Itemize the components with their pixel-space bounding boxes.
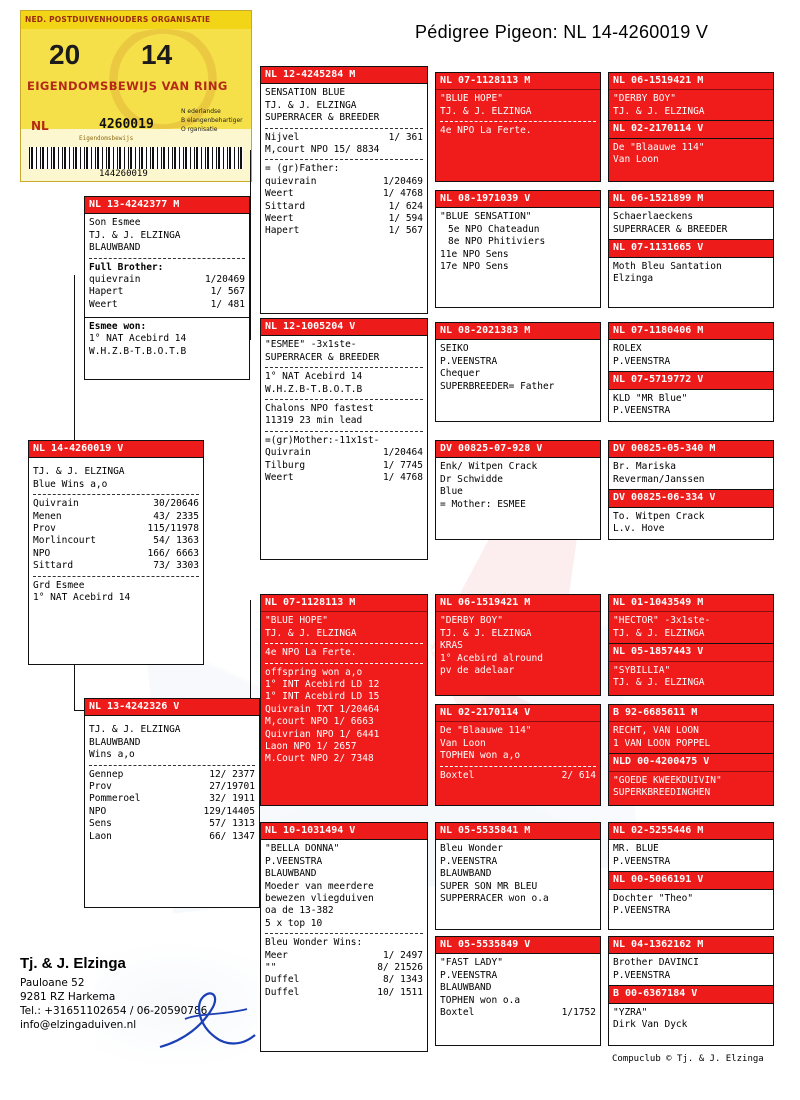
card-line: W.H.Z.B-T.B.O.T.B [265,383,363,395]
card-davinci [608,936,774,1046]
card-ring-number: DV 00825-05-340 M [609,441,773,458]
result-race: quievrain [265,175,317,187]
card-seiko [435,322,601,422]
barcode-number: 144260019 [99,169,148,179]
result-race: "" [265,962,277,974]
owner-address: Pauloane 52 [20,977,85,989]
card-ring-number: NL 02-2170114 V [609,120,773,138]
card-fast-lady [435,936,601,1046]
card-line: Enk/ Witpen Crack [440,461,538,473]
card-line: SUPERRACER & BREEDER [613,223,728,235]
card-section-title: Esmee won: [89,321,147,332]
card-line: Van Loon [440,737,486,749]
result-race: Weert [265,213,294,225]
certificate-year-left: 20 [49,39,81,70]
certificate-top-band [21,11,251,30]
result-value: 166/ 6663 [147,547,199,559]
result-race: Gennep [89,768,124,780]
card-ring-number: DV 00825-07-928 V [436,441,600,458]
owner-block [20,955,280,1032]
result-value: 1/ 4768 [382,188,423,200]
card-line: bewezen vliegduiven [265,893,374,905]
offspring-result: Quivrian NPO 1/ 6441 [265,728,380,740]
certificate-ring-number: 4260019 [99,117,154,132]
card-line: De "Blaauwe 114" [440,725,532,737]
card-line: TOPHEN won a,o [440,750,521,762]
card-line: 1° Acebird alround [440,652,543,664]
card-line: "ESMEE" -3x1ste- [265,339,357,351]
card-line: 1° NAT Acebird 14 [33,592,131,604]
card-ring-number: NL 07-5719772 V [609,371,773,389]
card-ring-number: NL 07-1128113 M [436,73,600,90]
card-son-esmee [84,196,250,318]
card-line: P.VEENSTRA [440,969,498,981]
card-line: "BLUE HOPE" [440,93,503,105]
card-bella-donna [260,822,428,1052]
card-line: Reverman/Janssen [613,473,705,485]
result-value: 1/20469 [382,175,423,187]
card-line: P.VEENSTRA [613,905,671,917]
card-line: "SYBILLIA" [613,664,671,676]
result-value: 73/ 3303 [153,560,199,572]
card-ring-number: NL 05-5535849 V [436,937,600,954]
result-value: 32/ 1911 [209,793,255,805]
card-line: KRAS [440,640,463,652]
card-line: 1 VAN LOON POPPEL [613,737,711,749]
card-subject-pigeon [28,440,204,665]
card-line: BLAUWBAND [265,868,317,880]
result-race: Hapert [265,225,300,237]
card-line: TJ. & J. ELZINGA [440,105,532,117]
result-value: 54/ 1363 [153,535,199,547]
result-value: 8/ 21526 [377,962,423,974]
card-section-title: =(gr)Mother:-11x1st- [265,434,380,446]
card-line: W.H.Z.B-T.B.O.T.B [89,345,187,357]
card-line: SUPERBREEDER= Father [440,380,555,392]
footer-credit: Compuclub © Tj. & J. Elzinga [612,1054,764,1064]
result-value: 1/ 624 [388,200,423,212]
card-line: Br. Mariska [613,461,676,473]
card-line: 5 x top 10 [265,917,323,929]
card-blue-hope-top [435,72,601,182]
card-line: BLAUWBAND [440,868,492,880]
result-race: Duffel [265,974,300,986]
card-line: TJ. & J. ELZINGA [613,677,705,689]
card-ring-number: NL 13-4242377 M [85,197,249,214]
result-value: 129/14405 [203,805,255,817]
card-ring-number: NL 00-5066191 V [609,871,773,889]
card-line: SUPERKBREEDINGHEN [613,787,711,799]
card-line: "FAST LADY" [440,957,503,969]
card-ring-number: DV 00825-06-334 V [609,489,773,507]
card-line: L.v. Hove [613,523,665,535]
result-race: M,court NPO 15/ 8834 [265,144,380,156]
card-blue-sensation [435,190,601,308]
card-line: 11e NPO Sens [440,248,509,260]
result-race: quievrain [89,274,141,286]
result-value: 43/ 2335 [153,510,199,522]
card-section-title: = (gr)Father: [265,163,340,175]
card-line: 17e NPO Sens [440,261,509,273]
owner-email[interactable]: info@elzingaduiven.nl [20,1019,137,1031]
result-value: 8/ 1343 [382,974,423,986]
card-line: P.VEENSTRA [613,969,671,981]
result-value: 2/ 614 [561,769,596,781]
card-line: TJ. & J. ELZINGA [265,627,357,639]
card-ring-number: NL 07-1180406 M [609,323,773,340]
card-line: Schaerlaeckens [613,211,694,223]
card-line: TJ. & J. ELZINGA [89,724,181,736]
card-line: Wins a,o [89,749,135,761]
card-line: Blue [440,486,463,498]
certificate-org-name: NED. POSTDUIVENHOUDERS ORGANISATIE [25,15,211,24]
card-line: SUPERRACER & BREEDER [265,112,380,124]
result-value: 1/ 2497 [382,949,423,961]
card-line: BLAUWBAND [89,242,141,254]
card-line: oa de 13-382 [265,905,334,917]
card-line: Dochter "Theo" [613,892,694,904]
card-derby-boy-mid [435,594,601,696]
card-line: Son Esmee [89,217,141,229]
owner-city: 9281 RZ Harkema [20,991,116,1003]
result-race: Morlincourt [33,535,96,547]
card-line: "DERBY BOY" [440,615,503,627]
card-line: Moeder van meerdere [265,880,374,892]
card-line: Van Loon [613,154,659,166]
card-ring-number: NL 10-1031494 V [261,823,427,840]
card-line: Dirk Van Dyck [613,1019,688,1031]
card-hector [608,594,774,696]
owner-tel: Tel.: +31651102654 / 06-20590786 [20,1005,208,1017]
card-line: P.VEENSTRA [440,355,498,367]
card-line: Chequer [440,368,481,380]
card-blue-hope-mid [260,594,428,806]
card-line: BLAUWBAND [440,982,492,994]
card-line: SUPERRACER & BREEDER [265,351,380,363]
card-section-title: Full Brother: [89,261,164,273]
offspring-result: Quivrain TXT 1/20464 [265,703,380,715]
result-race: Laon [89,830,112,842]
card-line: SENSATION BLUE [265,87,346,99]
card-mr-blue [608,822,774,930]
ring-certificate [20,10,252,182]
result-race: Sittard [33,560,74,572]
card-ring-number: NL 01-1043549 M [609,595,773,612]
card-line: BLAUWBAND [89,736,141,748]
result-race: Prov [89,781,112,793]
card-mariska [608,440,774,540]
card-line: 1° NAT Acebird 14 [265,371,363,383]
card-line: MR. BLUE [613,843,659,855]
result-value: 30/20646 [153,498,199,510]
nbo-line-2: B elangenbehartiger [181,117,243,124]
result-race: Weert [89,298,118,310]
card-line: 4e NPO La Ferte. [265,647,357,659]
result-race: Duffel [265,986,300,998]
card-line: TOPHEN won o.a [440,994,521,1006]
result-value: 27/19701 [209,781,255,793]
result-race: NPO [33,547,51,559]
card-line: "HECTOR" -3x1ste- [613,615,711,627]
card-ring-number: NL 06-1519421 M [609,73,773,90]
offspring-result: M.Court NPO 2/ 7348 [265,753,374,765]
card-line: Grd Esmee [33,579,85,591]
offspring-result: 1° INT Acebird LD 15 [265,691,380,703]
result-value: 12/ 2377 [209,768,255,780]
card-esmee-wins [84,318,250,380]
offspring-result: Laon NPO 1/ 2657 [265,741,357,753]
card-line: P.VEENSTRA [265,855,323,867]
card-ring-number: NL 12-4245284 M [261,67,427,84]
card-blaauwe-114-mid [435,704,601,806]
card-line: To. Witpen Crack [613,510,705,522]
result-value: 66/ 1347 [209,830,255,842]
card-line: Chalons NPO fastest [265,403,374,415]
card-line: TJ. & J. ELZINGA [613,105,705,117]
barcode [29,147,243,169]
card-section-title: offspring won a,o [265,666,363,678]
card-line: Blue Wins a,o [33,478,108,490]
card-sensation-blue [260,66,428,314]
result-value: 115/11978 [147,523,199,535]
result-value: 1/ 594 [388,213,423,225]
result-race: Weert [265,188,294,200]
result-value: 1/ 567 [210,286,245,298]
card-ring-number: NL 14-4260019 V [29,441,203,458]
result-race: Nijvel [265,131,300,143]
connector-line [250,150,251,340]
card-schaerlaeckens [608,190,774,308]
result-value: 1/ 481 [210,298,245,310]
card-ring-number: NL 13-4242326 V [85,699,259,716]
result-value: 10/ 1511 [377,986,423,998]
card-dam-13-4242326 [84,698,260,908]
card-line: SUPPERRACER won o.a [440,893,549,905]
result-value: 1/20464 [382,447,423,459]
card-line: 4e NPO La Ferte. [440,125,532,137]
result-race: Hapert [89,286,124,298]
card-bleu-wonder [435,822,601,930]
result-race: NPO [89,805,107,817]
offspring-result: 1° INT Acebird LD 12 [265,679,380,691]
result-race: Quivrain [265,447,311,459]
card-ring-number: NL 02-2170114 V [436,705,600,722]
result-race: Weert [265,472,294,484]
card-line: TJ. & J. ELZINGA [265,99,357,111]
card-dv-00825-07-928 [435,440,601,540]
result-value: 1/ 7745 [382,459,423,471]
result-race: Boxtel [440,769,475,781]
card-ring-number: NLD 00-4200475 V [609,753,773,771]
card-line: Moth Bleu Santation [613,260,722,272]
card-ring-number: NL 07-1131665 V [609,239,773,257]
card-line: "BLUE HOPE" [265,615,328,627]
result-race: Boxtel [440,1007,475,1019]
card-line: 5e NPO Chateadun [448,223,540,235]
card-ring-number: NL 04-1362162 M [609,937,773,954]
card-line: KLD "MR Blue" [613,392,688,404]
nbo-line-3: O rganisatie [181,126,218,133]
card-line: TJ. & J. ELZINGA [440,627,532,639]
result-value: 57/ 1313 [209,818,255,830]
card-line: "DERBY BOY" [613,93,676,105]
card-line: 1° NAT Acebird 14 [89,333,187,345]
card-line: P.VEENSTRA [613,855,671,867]
card-ring-number: NL 05-5535841 M [436,823,600,840]
card-esmee [260,318,428,560]
result-value: 1/1752 [561,1007,596,1019]
certificate-country-code: NL [31,119,49,133]
card-line: 8e NPO Phitiviers [448,236,546,248]
card-rolex [608,322,774,422]
card-ring-number: NL 05-1857443 V [609,643,773,661]
card-line: Elzinga [613,273,654,285]
card-ring-number: NL 08-2021383 M [436,323,600,340]
result-race: Tilburg [265,459,306,471]
result-value: 1/ 567 [388,225,423,237]
card-line: "YZRA" [613,1006,648,1018]
card-ring-number: NL 02-5255446 M [609,823,773,840]
result-value: 1/ 4768 [382,472,423,484]
card-section-title: Bleu Wonder Wins: [265,937,363,949]
card-line: "BLUE SENSATION" [440,211,532,223]
card-line: De "Blaauwe 114" [613,141,705,153]
card-line: "GOEDE KWEEKDUIVIN" [613,774,722,786]
card-line: TJ. & J. ELZINGA [89,229,181,241]
card-ring-number: NL 06-1519421 M [436,595,600,612]
result-race: Sittard [265,200,306,212]
result-race: Pommeroel [89,793,141,805]
result-race: Quivrain [33,498,79,510]
nbo-line-1: N ederlandse [181,108,221,115]
card-line: TJ. & J. ELZINGA [33,466,125,478]
card-line: "BELLA DONNA" [265,843,340,855]
card-line: ROLEX [613,343,642,355]
card-line: pv de adelaar [440,665,515,677]
card-derby-boy-top [608,72,774,182]
certificate-owner-band: EIGENDOMSBEWIJS VAN RING [27,79,228,93]
certificate-subtext: Eigendomsbewijs [79,135,134,142]
card-line: Brother DAVINCI [613,957,699,969]
card-ring-number: B 00-6367184 V [609,985,773,1003]
card-ring-number: NL 06-1521899 M [609,191,773,208]
result-value: 1/ 361 [388,131,423,143]
result-race: Menen [33,510,62,522]
result-race: Sens [89,818,112,830]
card-line: Dr Schwidde [440,473,503,485]
card-line: TJ. & J. ELZINGA [613,627,705,639]
card-line: SUPER SON MR BLEU [440,880,538,892]
card-recht-van-loon [608,704,774,806]
certificate-nbo-lines [181,107,243,134]
result-race: Prov [33,523,56,535]
card-line: P.VEENSTRA [440,855,498,867]
page-title: Pédigree Pigeon: NL 14-4260019 V [415,22,709,42]
owner-name: Tj. & J. Elzinga [20,955,126,972]
card-line: RECHT, VAN LOON [613,725,699,737]
certificate-year-right: 14 [141,39,173,70]
card-ring-number: NL 08-1971039 V [436,191,600,208]
card-line: P.VEENSTRA [613,405,671,417]
offspring-result: M,court NPO 1/ 6663 [265,716,374,728]
card-line: = Mother: ESMEE [440,498,526,510]
result-value: 1/20469 [204,274,245,286]
card-line: 11319 23 min lead [265,415,363,427]
card-ring-number: NL 07-1128113 M [261,595,427,612]
card-line: P.VEENSTRA [613,355,671,367]
card-ring-number: B 92-6685611 M [609,705,773,722]
result-race: Meer [265,949,288,961]
card-ring-number: NL 12-1005204 V [261,319,427,336]
card-line: Bleu Wonder [440,843,503,855]
card-line: SEIKO [440,343,469,355]
